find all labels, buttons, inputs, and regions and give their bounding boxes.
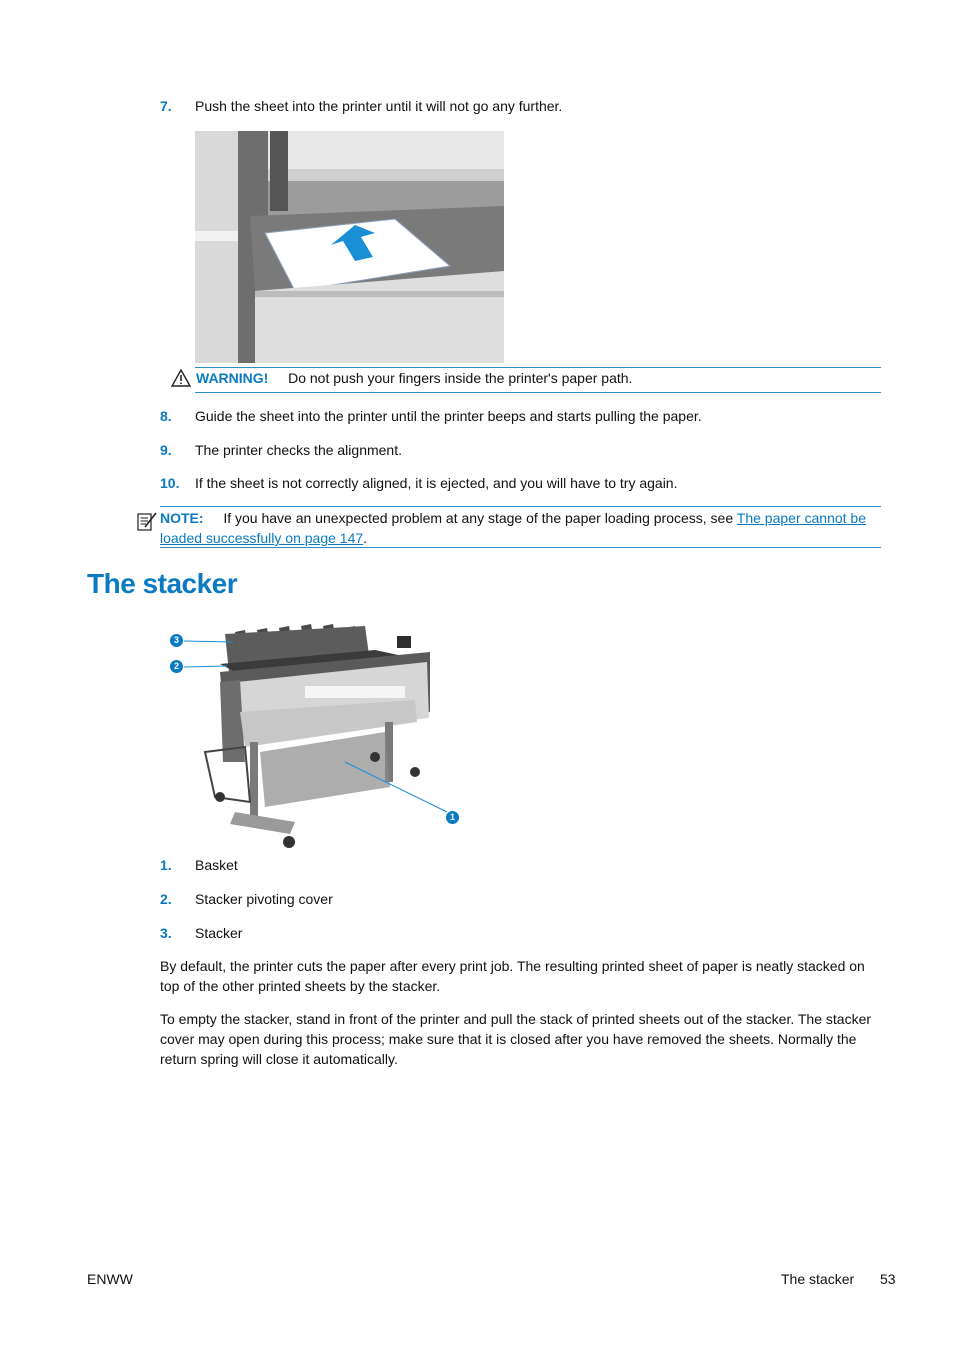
part-text: Stacker pivoting cover bbox=[195, 891, 333, 907]
step-number: 8. bbox=[160, 408, 172, 424]
step-text: If the sheet is not correctly aligned, it is ejected, and you will have to try again. bbox=[195, 475, 678, 491]
note-link-line1: The paper cannot bbox=[736, 510, 847, 526]
note-rule-top bbox=[160, 506, 881, 507]
note-icon bbox=[136, 510, 158, 532]
part-number: 2. bbox=[160, 891, 172, 907]
footer-left: ENWW bbox=[87, 1271, 133, 1287]
paragraph-default-cut: By default, the printer cuts the paper after every print job. The resulting printed sheet of paper is neatly stacked on top of the other printed sheets by the stacker. bbox=[160, 958, 865, 994]
note-text: If you have an unexpected problem at any stage of the paper loading process, see bbox=[223, 510, 734, 526]
warning bbox=[196, 369, 632, 387]
callout-1: 1 bbox=[446, 811, 459, 824]
callout-3: 3 bbox=[170, 634, 183, 647]
warning-label: WARNING! bbox=[196, 370, 269, 386]
note bbox=[160, 508, 881, 548]
step-number: 10. bbox=[160, 475, 180, 491]
warning-rule-bottom bbox=[195, 392, 881, 393]
paper-loading-illustration bbox=[195, 131, 504, 363]
note-end: . bbox=[363, 530, 368, 546]
section-title: The stacker bbox=[87, 568, 238, 599]
step-text: The printer checks the alignment. bbox=[195, 442, 402, 458]
footer-page-number: 53 bbox=[880, 1271, 896, 1287]
footer-section: The stacker bbox=[781, 1271, 855, 1287]
callout-2: 2 bbox=[170, 660, 183, 673]
warning-text: Do not push your fingers inside the printer's paper path. bbox=[288, 370, 633, 386]
note-label: NOTE: bbox=[160, 510, 204, 526]
part-number: 1. bbox=[160, 857, 172, 873]
note-link-line2: be loaded successfully on page 147 bbox=[160, 510, 866, 546]
step-text: Push the sheet into the printer until it will not go any further. bbox=[195, 98, 563, 114]
step-number: 7. bbox=[160, 98, 172, 114]
part-text: Basket bbox=[195, 857, 238, 873]
warning-triangle-icon bbox=[171, 369, 191, 387]
part-number: 3. bbox=[160, 925, 172, 941]
paragraph-empty-stacker: To empty the stacker, stand in front of the printer and pull the stack of printed sheets out of the stacker. The stacker cover may open during this process; make sure that it is closed after you have removed the sheets. Normally the return spring will close it automatically. bbox=[160, 1011, 872, 1067]
step-number: 9. bbox=[160, 442, 172, 458]
stacker-printer-illustration bbox=[165, 622, 465, 854]
warning-rule-top bbox=[195, 367, 881, 368]
step-text: Guide the sheet into the printer until the printer beeps and starts pulling the paper. bbox=[195, 408, 702, 424]
part-text: Stacker bbox=[195, 925, 243, 941]
note-rule-bottom bbox=[160, 547, 881, 548]
